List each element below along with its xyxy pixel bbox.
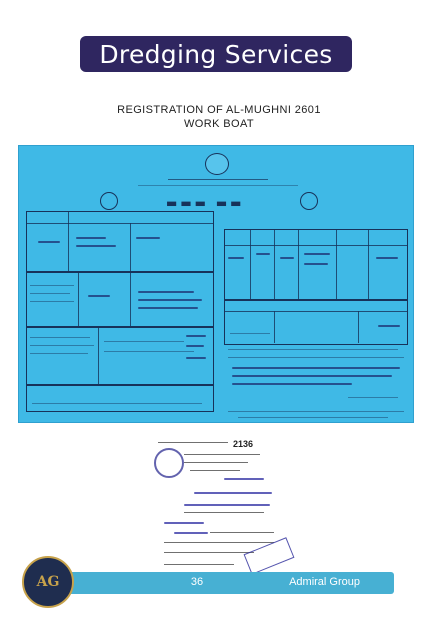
seal-icon [300,192,318,210]
permit-number: 2136 [233,439,254,449]
permit-document-image [154,430,284,573]
seal-icon [100,192,118,210]
page-number: 36 [190,576,204,588]
government-emblem-icon [205,153,229,175]
registration-certificate-image [18,145,414,423]
footer-bar [62,572,394,594]
page-title: Dredging Services [80,36,352,72]
certificate-heading-decor: ▬▬▬ ▬▬ [166,196,245,210]
company-name: Admiral Group [289,576,360,588]
caption-line-2: WORK BOAT [183,118,254,130]
stamp-icon [154,448,184,478]
caption-line-1: REGISTRATION OF AL-MUGHNI 2601 [117,104,321,116]
logo-monogram: AG [36,574,60,590]
company-logo [22,556,74,608]
